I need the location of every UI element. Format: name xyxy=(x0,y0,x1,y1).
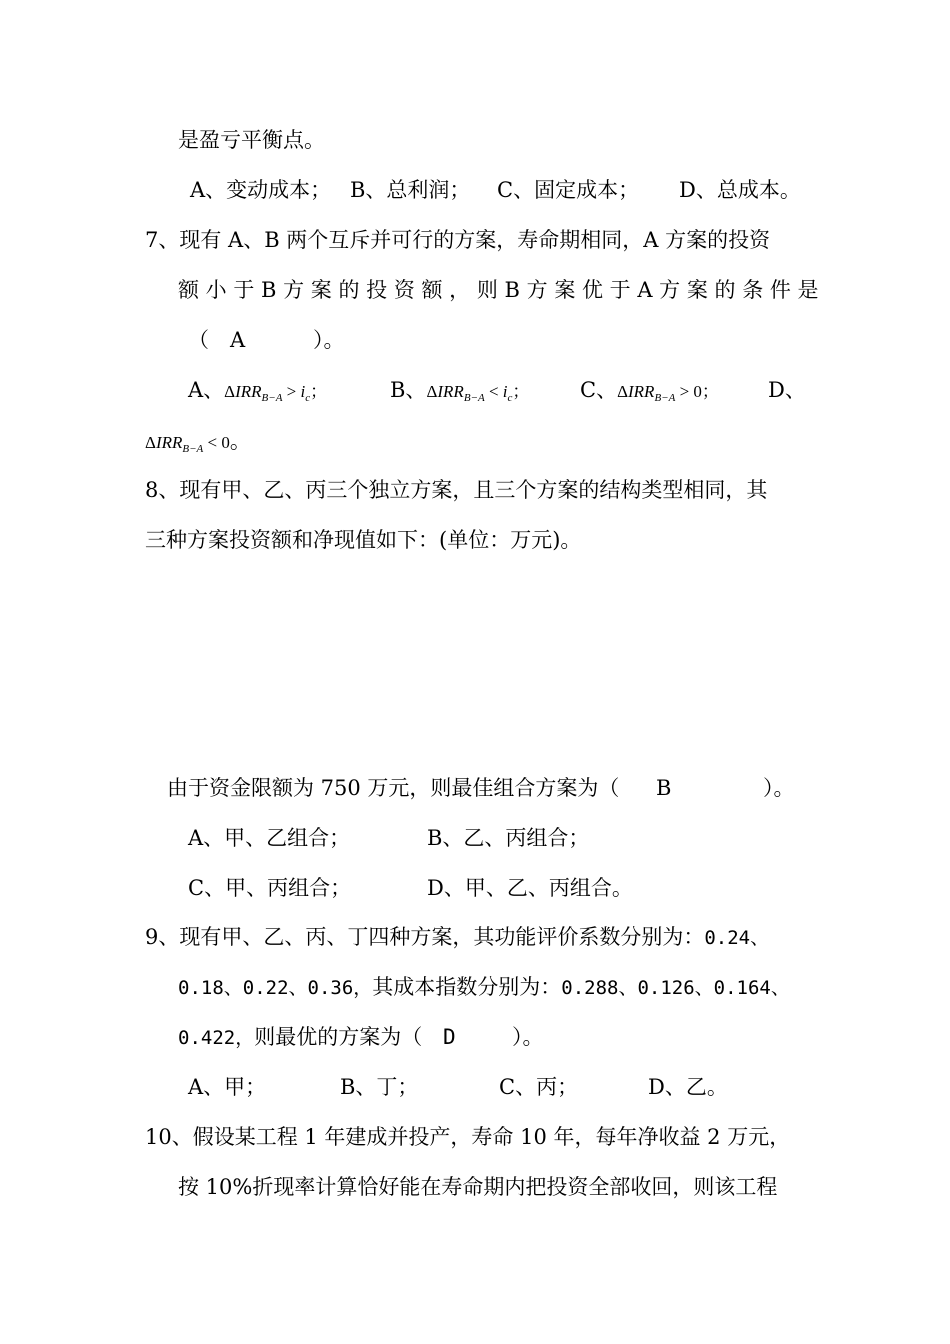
q7-option-d-formula: $\Delta IRR_{B-A} < 0$ xyxy=(145,433,230,455)
q9-answer: D xyxy=(443,1025,456,1049)
q8-text-line2: 三种方案投资额和净现值如下：(单位：万元)。 xyxy=(145,528,582,552)
q9-text-line2: 0.18、0.22、0.36，其成本指数分别为：0.288、0.126、0.164、 xyxy=(178,975,790,999)
q8-text-line3: 由于资金限额为 750 万元，则最佳组合方案为（ xyxy=(167,776,620,800)
q7-answer-close: ）。 xyxy=(313,328,345,352)
q7-option-a-label: A、 xyxy=(188,378,225,402)
q7-option-a-formula: $\Delta IRR_{B-A} > i_c$； xyxy=(224,382,328,404)
q7-option-c-formula: $\Delta IRR_{B-A} > 0$； xyxy=(617,382,719,404)
q7-option-b xyxy=(390,375,529,413)
q7-option-b-formula: $\Delta IRR_{B-A} < i_c$； xyxy=(426,382,530,404)
q7-option-c-label: C、 xyxy=(580,378,618,402)
q6-option-a: A、变动成本； xyxy=(190,178,332,202)
q7-text-line2: 额 小 于 B 方 案 的 投 资 额 ， 则 B 方 案 优 于 A 方 案 的 条 件 是 xyxy=(178,278,819,302)
q8-option-a: A、甲、乙组合； xyxy=(188,826,351,850)
q9-answer-close: ）。 xyxy=(512,1025,544,1049)
q9-text-line3: 0.422，则最优的方案为（ xyxy=(178,1025,423,1049)
q6-option-d: D、总成本。 xyxy=(679,178,801,202)
q9-option-b: B、丁； xyxy=(340,1075,419,1099)
q8-option-b: B、乙、丙组合； xyxy=(427,826,590,850)
q8-option-d: D、甲、乙、丙组合。 xyxy=(427,876,633,900)
q10-text-line2: 按 10%折现率计算恰好能在寿命期内把投资全部收回，则该工程 xyxy=(178,1175,778,1199)
q8-text-line1: 8、现有甲、乙、丙三个独立方案，且三个方案的结构类型相同，其 xyxy=(145,478,768,502)
q7-option-b-label: B、 xyxy=(390,378,427,402)
q7-answer: A xyxy=(230,328,246,352)
q6-option-c: C、固定成本； xyxy=(497,178,640,202)
q8-option-c: C、甲、丙组合； xyxy=(188,876,352,900)
q9-text-line1: 9、现有甲、乙、丙、丁四种方案，其功能评价系数分别为：0.24、 xyxy=(145,925,770,949)
q10-text-line1: 10、假设某工程 1 年建成并投产，寿命 10 年，每年净收益 2 万元， xyxy=(145,1125,791,1149)
q9-option-d: D、乙。 xyxy=(648,1075,728,1099)
q7-text-line1: 7、现有 A、B 两个互斥并可行的方案，寿命期相同，A 方案的投资 xyxy=(145,228,771,252)
q7-option-a xyxy=(188,375,327,413)
q8-answer: B xyxy=(656,776,672,800)
q7-option-d-label: D、 xyxy=(768,378,806,402)
q9-option-a: A、甲； xyxy=(188,1075,267,1099)
q7-option-c xyxy=(580,375,719,413)
q7-answer-open: （ xyxy=(188,328,209,352)
q8-answer-close: ）。 xyxy=(763,776,795,800)
q7-option-d: $\Delta IRR_{B-A} < 0$。 xyxy=(145,429,251,455)
q6-continuation: 是盈亏平衡点。 xyxy=(178,128,325,152)
q6-option-b: B、总利润； xyxy=(350,178,471,202)
q9-option-c: C、丙； xyxy=(499,1075,579,1099)
